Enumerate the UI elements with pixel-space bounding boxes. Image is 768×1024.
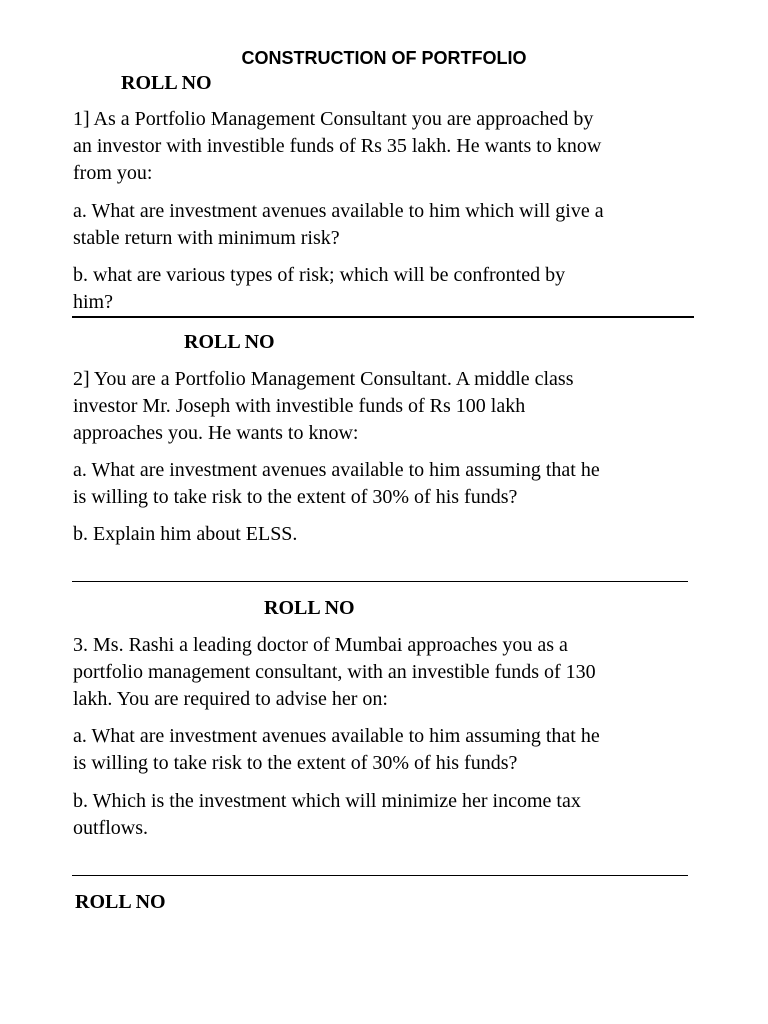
question-3-line-2: portfolio management consultant, with an investible funds of 130 xyxy=(73,661,596,683)
question-2-part-a-line-2: is willing to take risk to the extent of 30% of his funds? xyxy=(73,486,518,508)
roll-no-label-2: ROLL NO xyxy=(184,331,275,353)
section-divider-1 xyxy=(72,316,694,318)
roll-no-label-4: ROLL NO xyxy=(75,891,166,913)
question-3-part-a-line-1: a. What are investment avenues available to him assuming that he xyxy=(73,725,600,747)
question-3-part-a-line-2: is willing to take risk to the extent of 30% of his funds? xyxy=(73,752,518,774)
question-2-line-1: 2] You are a Portfolio Management Consultant. A middle class xyxy=(73,368,574,390)
question-2-line-3: approaches you. He wants to know: xyxy=(73,422,359,444)
question-1-part-a-line-2: stable return with minimum risk? xyxy=(73,227,340,249)
question-1-line-3: from you: xyxy=(73,162,153,184)
question-2-line-2: investor Mr. Joseph with investible funds of Rs 100 lakh xyxy=(73,395,526,417)
question-1-part-b-line-2: him? xyxy=(73,291,113,313)
question-2-part-a-line-1: a. What are investment avenues available to him assuming that he xyxy=(73,459,600,481)
section-divider-2 xyxy=(72,581,688,582)
question-3-line-1: 3. Ms. Rashi a leading doctor of Mumbai approaches you as a xyxy=(73,634,568,656)
roll-no-label-1: ROLL NO xyxy=(121,72,212,94)
question-3-line-3: lakh. You are required to advise her on: xyxy=(73,688,388,710)
question-1-line-1: 1] As a Portfolio Management Consultant you are approached by xyxy=(73,108,594,130)
roll-no-label-3: ROLL NO xyxy=(264,597,355,619)
question-1-part-a-line-1: a. What are investment avenues available to him which will give a xyxy=(73,200,604,222)
question-1-part-b-line-1: b. what are various types of risk; which will be confronted by xyxy=(73,264,566,286)
question-3-part-b-line-1: b. Which is the investment which will minimize her income tax xyxy=(73,790,581,812)
section-divider-3 xyxy=(72,875,688,876)
question-3-part-b-line-2: outflows. xyxy=(73,817,148,839)
question-1-line-2: an investor with investible funds of Rs 35 lakh. He wants to know xyxy=(73,135,602,157)
question-2-part-b-line-1: b. Explain him about ELSS. xyxy=(73,523,298,545)
page-title: CONSTRUCTION OF PORTFOLIO xyxy=(241,48,527,68)
